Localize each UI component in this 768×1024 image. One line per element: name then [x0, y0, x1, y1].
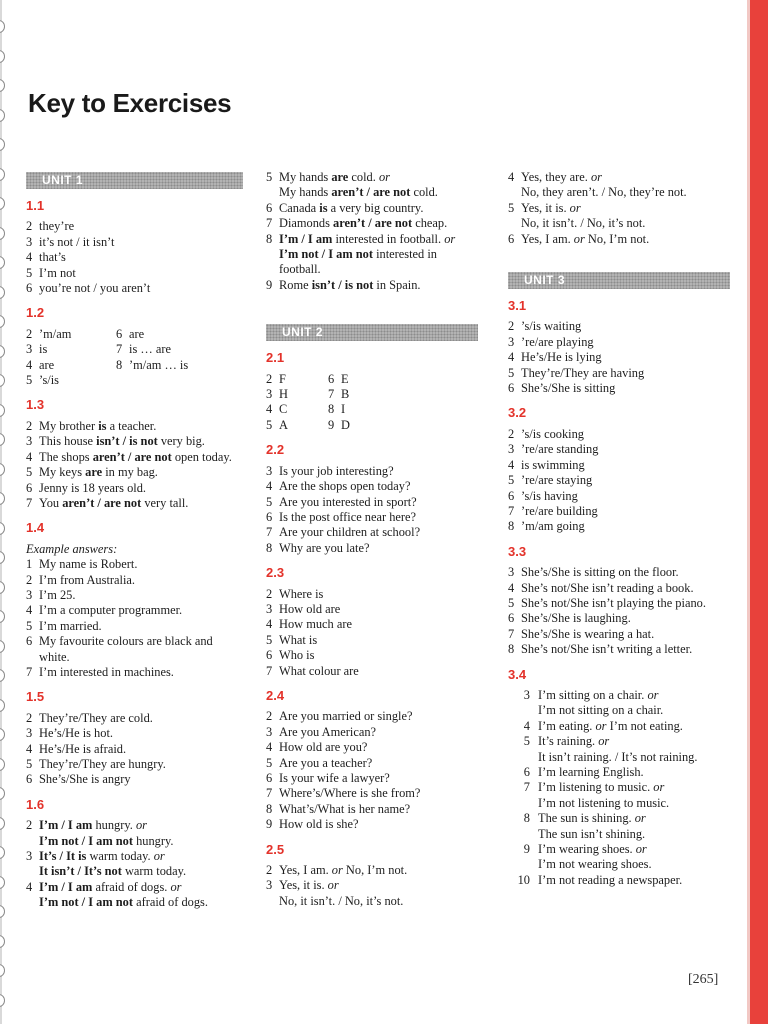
exercise-2-5-label: 2.5: [266, 841, 285, 857]
binding-hole: [0, 20, 5, 33]
example-answers-note: Example answers:: [26, 541, 118, 556]
answer-row: 6 She’s/She is sitting: [508, 381, 616, 396]
answer-row: 4 I’m eating. or I’m not eating.: [523, 718, 683, 733]
exercise-1-3-label: 1.3: [26, 397, 45, 413]
answer-row: 5 What is: [266, 632, 318, 647]
answer-row: 4 is swimming: [508, 457, 585, 472]
exercise-2-2-answers: [266, 464, 478, 556]
answer-row: 4 I’m / I am afraid of dogs. or I’m not / I am not afraid of dogs.: [26, 879, 208, 910]
answer-row: 3 This house isn’t / is not very big.: [26, 434, 205, 449]
exercise-1-5-answers: [26, 711, 243, 788]
binding-hole: [0, 463, 5, 476]
binding-hole: [0, 522, 5, 535]
answer-row: 4 He’s/He is afraid.: [26, 741, 127, 756]
answer-row: 9 D: [328, 417, 350, 432]
binding-hole: [0, 905, 5, 918]
exercise-2-3-answers: [266, 587, 478, 679]
binding-hole: [0, 168, 5, 181]
answer-row: 4 The shops aren’t / are not open today.: [26, 449, 232, 464]
exercise-1-2-label: 1.2: [26, 305, 45, 321]
binding-hole: [0, 994, 5, 1007]
answer-row: 6 She’s/She is angry: [26, 772, 131, 787]
binding-hole: [0, 315, 5, 328]
answer-row: 5 She’s not/She isn’t playing the piano.: [508, 595, 706, 610]
answer-row: 5 Are you interested in sport?: [266, 494, 417, 509]
binding-hole: [0, 551, 5, 564]
binding-hole: [0, 227, 5, 240]
answer-row: 7 What colour are: [266, 663, 359, 678]
exercise-1-3-answers: [26, 419, 243, 511]
binding-hole: [0, 846, 5, 859]
answer-row: 5 A: [266, 417, 288, 432]
answer-row: 7 You aren’t / are not very tall.: [26, 495, 189, 510]
answer-row: 2 I’m / I am hungry. or I’m not / I am not hungry.: [26, 818, 174, 848]
unit-2-header: UNIT 2: [266, 324, 478, 341]
answer-row: 3 It’s / It is warm today. or It isn’t / It’s not warm today.: [26, 849, 187, 879]
answer-row: 2 Where is: [266, 586, 324, 601]
answer-row: 3 ’re/are standing: [508, 442, 599, 457]
answer-row: 5 ’re/are staying: [508, 473, 593, 488]
answer-row: 7 I’m listening to music. or I’m not listening to music.: [523, 780, 670, 810]
answer-row: 3 Are you American?: [266, 724, 377, 739]
answer-row: 6 Who is: [266, 648, 315, 663]
answer-row: 2 Yes, I am. or No, I’m not.: [266, 863, 408, 878]
answer-row: 3 is: [26, 342, 48, 357]
answer-row: 3 it’s not / it isn’t: [26, 234, 115, 249]
binding-hole: [0, 669, 5, 682]
column-3: [508, 170, 730, 888]
answer-row: 6 Yes, I am. or No, I’m not.: [508, 231, 650, 246]
answer-row: 3 I’m 25.: [26, 587, 76, 602]
answer-row: 4 How old are you?: [266, 740, 368, 755]
red-edge-strip: [750, 0, 768, 1024]
binding-hole: [0, 758, 5, 771]
binding-hole: [0, 699, 5, 712]
answer-row: 2 they’re: [26, 219, 75, 234]
column-2: [266, 170, 478, 909]
exercise-3-4-label: 3.4: [508, 666, 527, 682]
answer-row: 4 He’s/He is lying: [508, 350, 602, 365]
answer-row: 3 I’m sitting on a chair. or I’m not sitting on a chair.: [523, 687, 664, 718]
answer-row: 8 She’s not/She isn’t writing a letter.: [508, 642, 693, 657]
binding-hole: [0, 256, 5, 269]
answer-row: 8 ’m/am … is: [116, 357, 189, 372]
answer-row: 7 Where’s/Where is she from?: [266, 786, 421, 801]
answer-row: 6 you’re not / you aren’t: [26, 281, 151, 296]
unit-1-header: UNIT 1: [26, 172, 243, 189]
answer-row: 6 She’s/She is laughing.: [508, 611, 631, 626]
answer-row: 4 Are the shops open today?: [266, 479, 411, 494]
answer-row: 6 Is your wife a lawyer?: [266, 771, 390, 785]
exercise-3-2-label: 3.2: [508, 405, 527, 421]
answer-row: 9 How old is she?: [266, 817, 359, 832]
answer-row: 1 My name is Robert.: [26, 557, 138, 572]
answer-row: 7 ’re/are building: [508, 503, 598, 518]
exercise-1-5-label: 1.5: [26, 689, 45, 705]
exercise-2-4-label: 2.4: [266, 687, 285, 703]
answer-row: 4 I’m a computer programmer.: [26, 603, 183, 618]
answer-row: 2 ’s/is waiting: [508, 319, 582, 334]
spiral-binding: [0, 0, 14, 1024]
answer-row: 6 My favourite colours are black and white.: [26, 634, 213, 664]
binding-hole: [0, 404, 5, 417]
exercise-2-3-label: 2.3: [266, 565, 285, 581]
answer-row: 5 Are you a teacher?: [266, 755, 373, 770]
answer-row: 3 He’s/He is hot.: [26, 726, 113, 741]
exercise-3-3-label: 3.3: [508, 543, 527, 559]
answer-row: 9 Rome isn’t / is not in Spain.: [266, 277, 421, 292]
answer-row: 8 I’m / I am interested in football. or I’m not / I am not interested in football.: [266, 231, 456, 277]
binding-hole: [0, 286, 5, 299]
answer-row: 2 ’s/is cooking: [508, 426, 584, 441]
binding-hole: [0, 610, 5, 623]
exercise-1-1-label: 1.1: [26, 198, 45, 213]
answer-row: 5 It’s raining. or It isn’t raining. / It’s not raining.: [523, 734, 698, 764]
exercise-2-1-answers: [266, 372, 478, 434]
answer-row: 7 is … are: [116, 342, 171, 357]
answer-row: 2 ’m/am: [26, 326, 72, 341]
answer-row: 10 I’m not reading a newspaper.: [517, 872, 683, 887]
exercise-1-4-answers: [26, 542, 243, 681]
binding-hole: [0, 817, 5, 830]
exercise-1-2-answers: [26, 327, 243, 389]
binding-hole: [0, 197, 5, 210]
answer-row: 3 She’s/She is sitting on the floor.: [508, 565, 679, 580]
unit-3-header: UNIT 3: [508, 272, 730, 289]
exercise-1-6-continued: [266, 170, 478, 293]
exercise-1-6-answers: [26, 818, 243, 910]
answer-row: 5 Yes, it is. or No, it isn’t. / No, it’s not.: [508, 200, 646, 231]
answer-row: 5 They’re/They are hungry.: [26, 757, 166, 771]
binding-hole: [0, 935, 5, 948]
answer-row: 4 Yes, they are. or No, they aren’t. / No, they’re not.: [508, 170, 687, 200]
answer-row: 3 Yes, it is. or No, it isn’t. / No, it’s not.: [266, 878, 404, 908]
answer-row: 5 My keys are in my bag.: [26, 465, 158, 480]
binding-hole: [0, 138, 5, 151]
exercise-3-4-answers: [508, 688, 730, 888]
answer-row: 2 My brother is a teacher.: [26, 418, 157, 433]
answer-row: 6 E: [328, 371, 349, 386]
page-title: Key to Exercises: [28, 88, 232, 118]
answer-row: 2 F: [266, 371, 286, 386]
answer-row: 5 I’m married.: [26, 618, 102, 633]
answer-row: 7 Diamonds aren’t / are not cheap.: [266, 216, 448, 231]
answer-row: 8 Why are you late?: [266, 540, 370, 555]
binding-hole: [0, 345, 5, 358]
answer-row: 7 B: [328, 387, 350, 402]
exercise-2-2-label: 2.2: [266, 442, 285, 458]
binding-hole: [0, 79, 5, 92]
answer-row: 7 I’m interested in machines.: [26, 664, 174, 679]
exercise-1-6-label: 1.6: [26, 796, 45, 812]
answer-row: 8 The sun is shining. or The sun isn’t shining.: [523, 811, 646, 841]
column-1: [26, 172, 243, 911]
answer-row: 5 My hands are cold. or My hands aren’t / are not cold.: [266, 170, 438, 200]
answer-row: 6 Jenny is 18 years old.: [26, 480, 147, 495]
answer-row: 6 are: [116, 326, 145, 341]
binding-hole: [0, 964, 5, 977]
answer-row: 4 C: [266, 402, 288, 417]
binding-hole: [0, 640, 5, 653]
answer-row: 4 are: [26, 357, 55, 372]
answer-row: 6 I’m learning English.: [523, 765, 644, 779]
exercise-1-4-label: 1.4: [26, 520, 45, 536]
exercise-3-3-answers: [508, 565, 730, 657]
exercise-1-1-answers: [26, 219, 243, 296]
page-number: [265]: [688, 972, 719, 987]
binding-hole: [0, 374, 5, 387]
binding-hole: [0, 492, 5, 505]
exercise-3-1-answers: [508, 319, 730, 396]
answer-row: 4 that’s: [26, 250, 66, 265]
binding-hole: [0, 109, 5, 122]
exercise-3-1-label: 3.1: [508, 298, 527, 314]
answer-row: 8 What’s/What is her name?: [266, 801, 411, 816]
binding-hole: [0, 433, 5, 446]
answer-row: 2 I’m from Australia.: [26, 572, 136, 587]
binding-hole: [0, 581, 5, 594]
answer-row: 3 Is your job interesting?: [266, 463, 394, 478]
answer-row: 3 H: [266, 387, 288, 402]
answer-row: 3 ’re/are playing: [508, 334, 594, 349]
answer-row: 3 How old are: [266, 601, 341, 616]
answer-row: 5 ’s/is: [26, 373, 59, 388]
answer-row: 6 Is the post office near here?: [266, 509, 417, 524]
exercise-2-4-answers: [266, 709, 478, 832]
answer-row: 8 ’m/am going: [508, 519, 585, 534]
exercise-2-1-label: 2.1: [266, 350, 285, 366]
answer-row: 4 She’s not/She isn’t reading a book.: [508, 580, 694, 595]
binding-hole: [0, 728, 5, 741]
answer-row: 9 I’m wearing shoes. or I’m not wearing shoes.: [523, 842, 652, 872]
exercise-3-2-answers: [508, 427, 730, 535]
answer-row: 2 They’re/They are cold.: [26, 710, 153, 725]
answer-row: 5 They’re/They are having: [508, 365, 645, 380]
answer-row: 2 Are you married or single?: [266, 709, 413, 724]
exercise-2-5-answers: [266, 863, 478, 909]
answer-row: 8 I: [328, 402, 346, 417]
answer-row: 4 How much are: [266, 617, 352, 632]
exercise-2-5-continued: [508, 170, 730, 247]
answer-row: 6 Canada is a very big country.: [266, 200, 424, 215]
binding-hole: [0, 787, 5, 800]
answer-row: 6 ’s/is having: [508, 488, 578, 503]
answer-row: 5 I’m not: [26, 265, 76, 280]
binding-hole: [0, 50, 5, 63]
answer-row: 7 She’s/She is wearing a hat.: [508, 626, 655, 641]
binding-hole: [0, 876, 5, 889]
answer-row: 7 Are your children at school?: [266, 525, 421, 540]
